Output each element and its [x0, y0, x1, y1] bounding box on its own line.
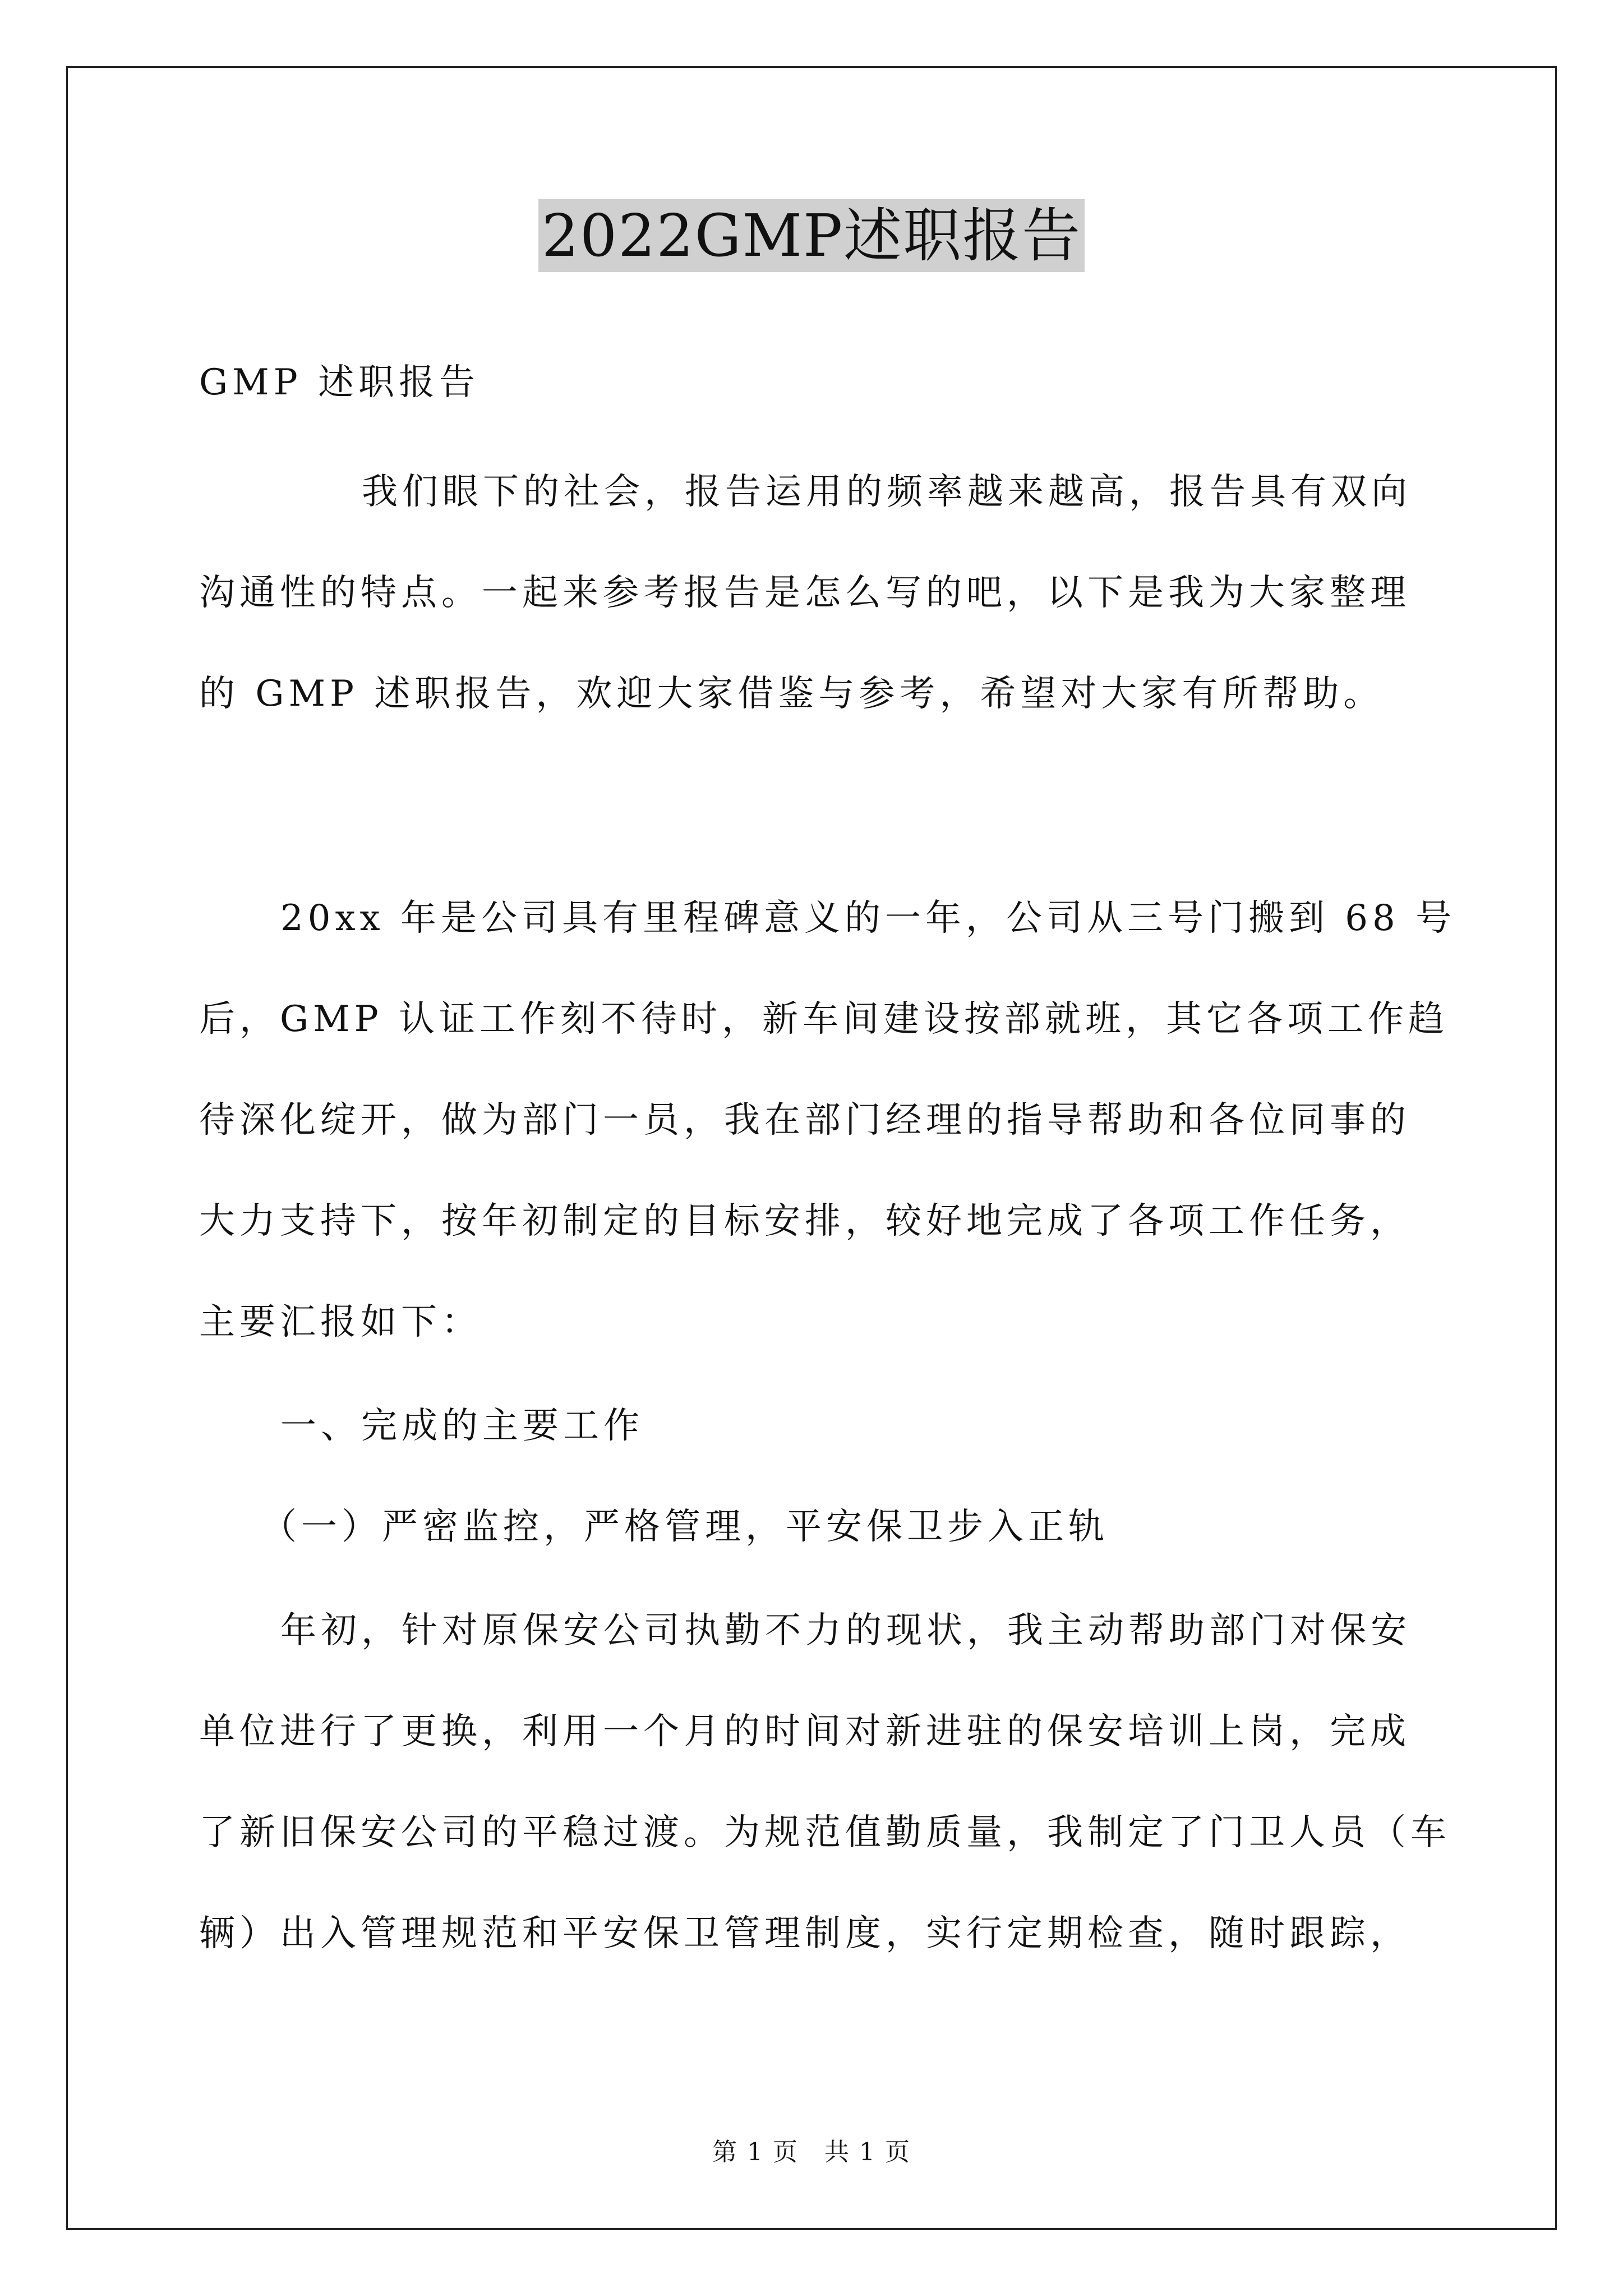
document-subtitle: GMP 述职报告 — [199, 362, 480, 403]
body-line: 了新旧保安公司的平稳过渡。为规范值勤质量，我制定了门卫人员（车 — [199, 1812, 1451, 1853]
body-line: 年初，针对原保安公司执勤不力的现状，我主动帮助部门对保安 — [280, 1610, 1411, 1651]
body-line: 后，GMP 认证工作刻不待时，新车间建设按部就班，其它各项工作趋 — [199, 999, 1449, 1040]
body-line: 主要汇报如下： — [199, 1301, 482, 1343]
body-line: 辆）出入管理规范和平安保卫管理制度，实行定期检查，随时跟踪， — [199, 1913, 1410, 1954]
subsection-heading: （一）严密监控，严格管理，平安保卫步入正轨 — [261, 1506, 1109, 1548]
title-container — [0, 199, 1623, 272]
intro-line: 沟通性的特点。一起来参考报告是怎么写的吧，以下是我为大家整理 — [199, 572, 1410, 614]
intro-line: 的 GMP 述职报告，欢迎大家借鉴与参考，希望对大家有所帮助。 — [199, 673, 1384, 715]
body-line: 大力支持下，按年初制定的目标安排，较好地完成了各项工作任务， — [199, 1200, 1410, 1242]
document-title: 2022GMP述职报告 — [538, 199, 1085, 272]
body-line: 单位进行了更换，利用一个月的时间对新进驻的保安培训上岗，完成 — [199, 1711, 1410, 1752]
section-heading: 一、完成的主要工作 — [280, 1405, 644, 1447]
page-footer: 第 1 页 共 1 页 — [712, 2138, 911, 2166]
intro-line: 我们眼下的社会，报告运用的频率越来越高，报告具有双向 — [362, 471, 1412, 513]
body-line: 20xx 年是公司具有里程碑意义的一年，公司从三号门搬到 68 号 — [280, 898, 1456, 939]
body-line: 待深化绽开，做为部门一员，我在部门经理的指导帮助和各位同事的 — [199, 1099, 1410, 1141]
